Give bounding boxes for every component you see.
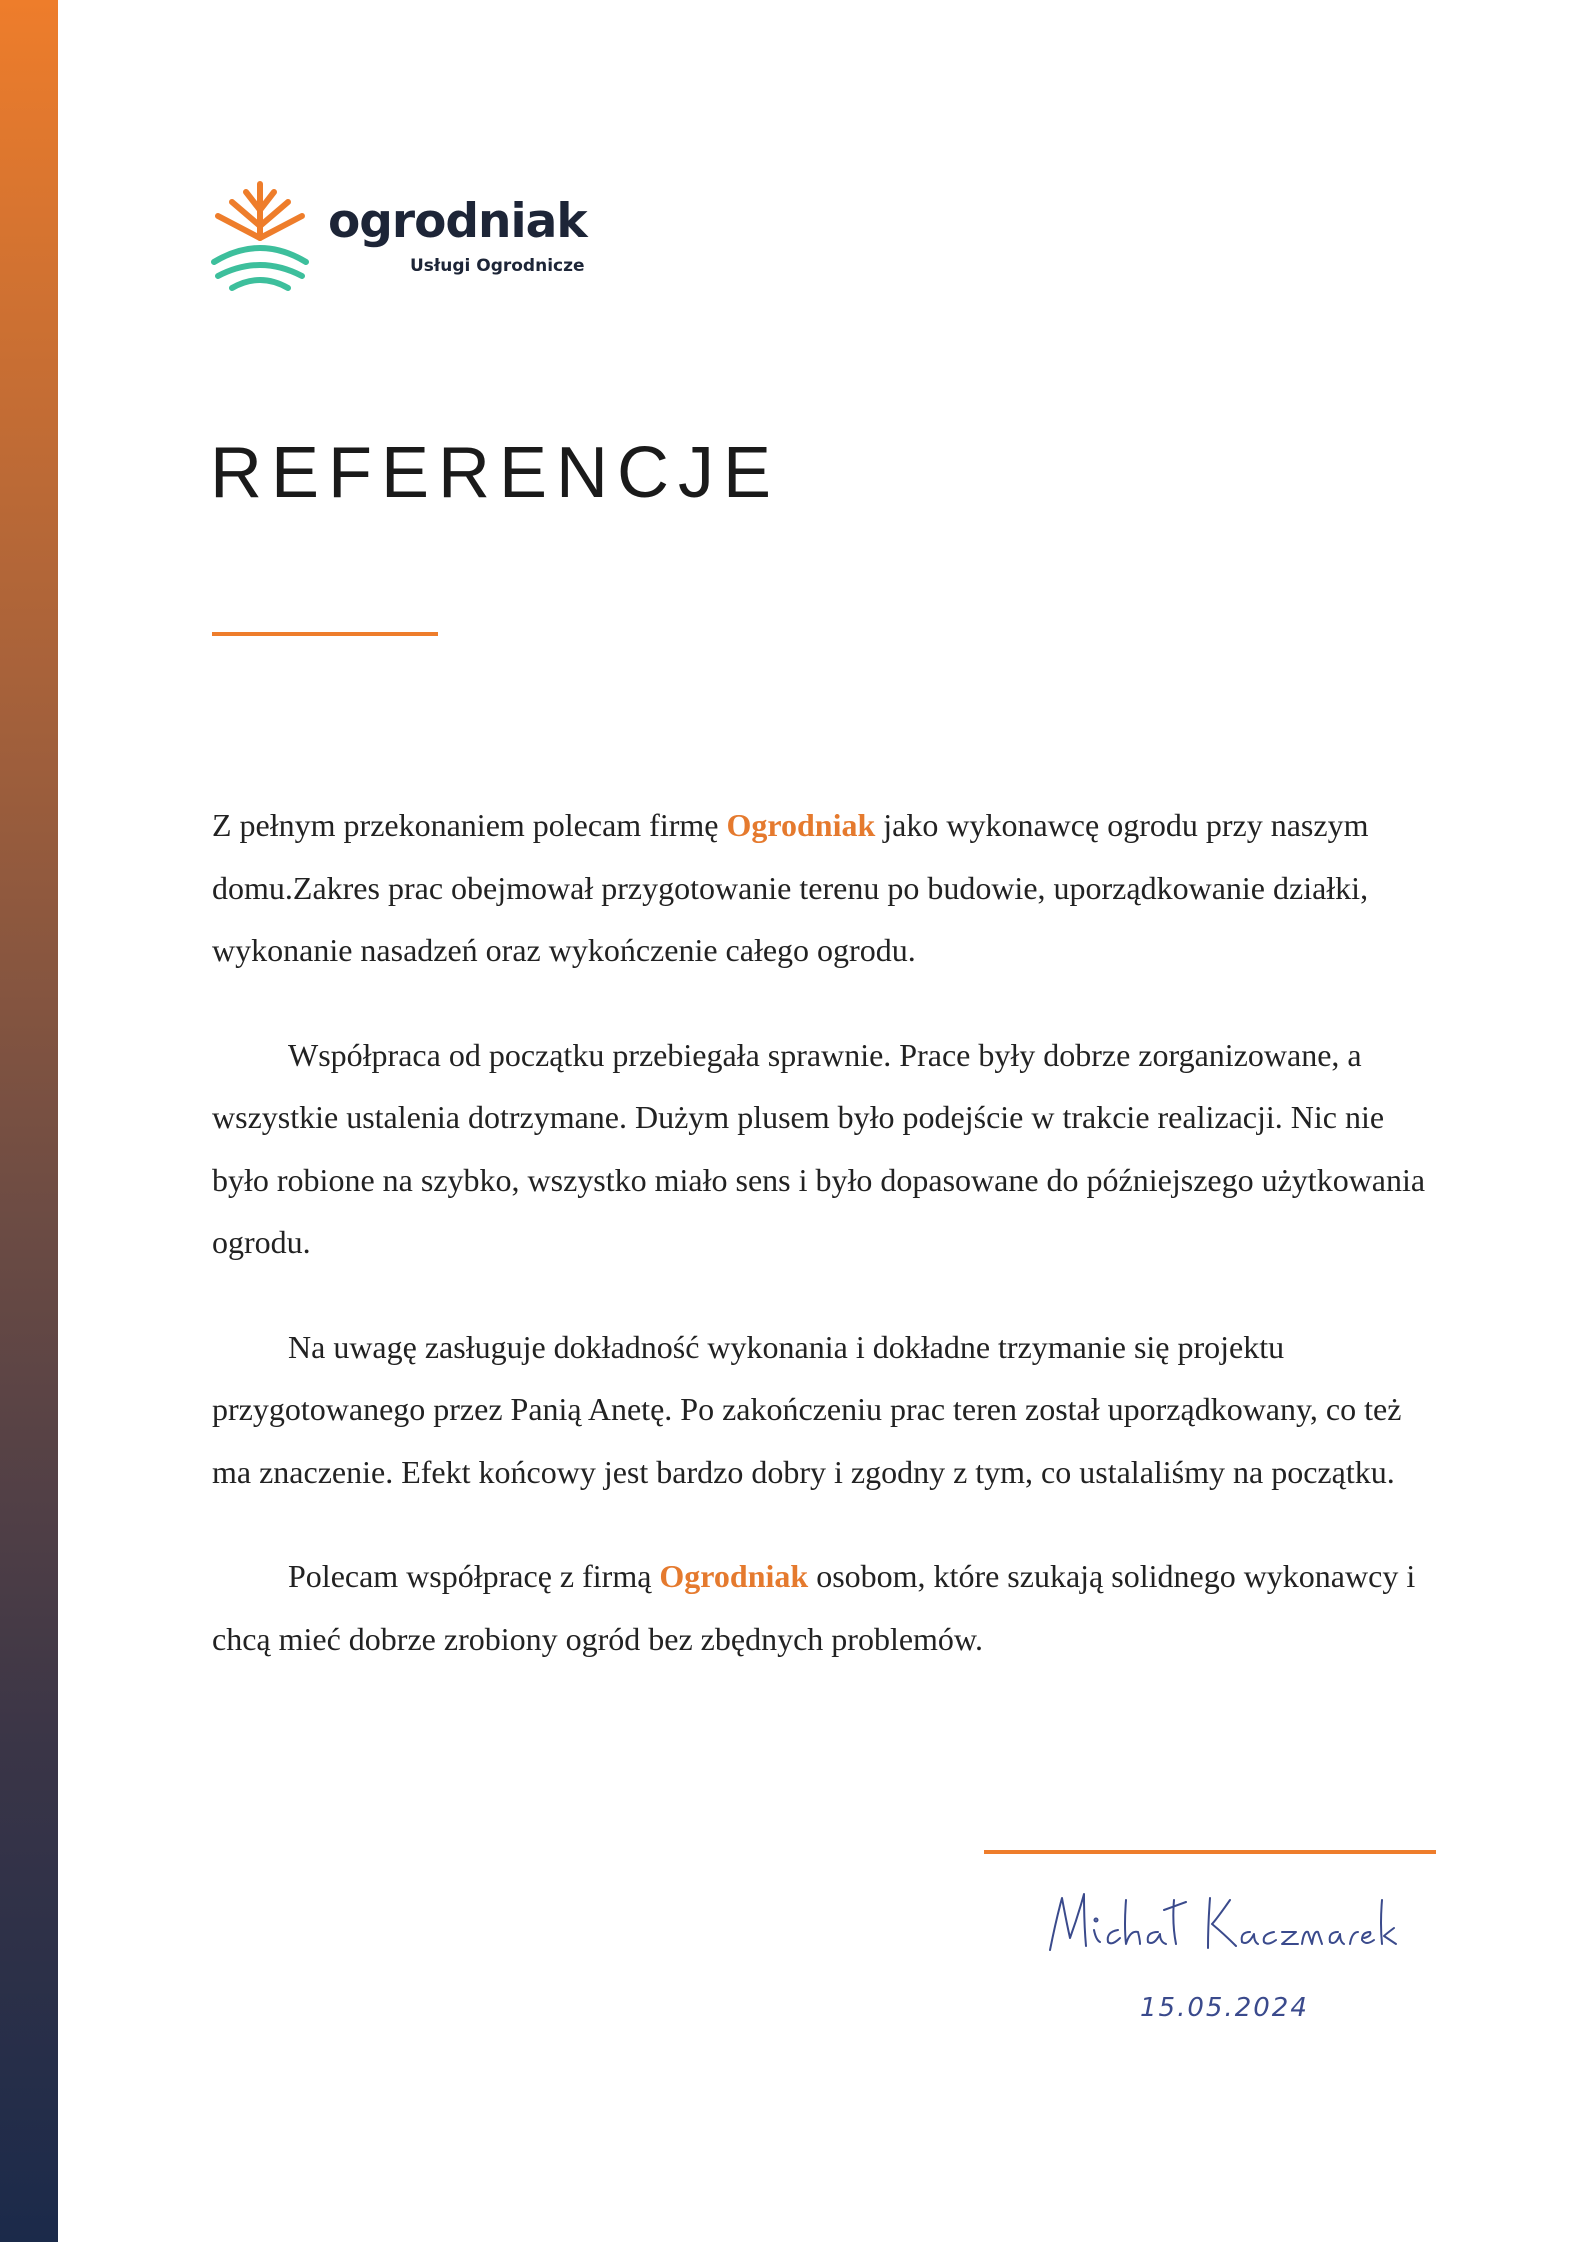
signature-date: 15.05.2024: [1140, 1993, 1309, 2023]
paragraph-1-start: Z pełnym przekonaniem polecam firmę: [212, 807, 727, 843]
paragraph-2: Współpraca od początku przebiegała sprawnie. Prace były dobrze zorganizowane, a wszystkie ustalenia dotrzymane. Dużym plusem było podejście w trakcie realizacji. Nic nie było robione na szybko, wszystko miało sens i było dopasowane do późniejszego użytkowania ogrodu.: [212, 1036, 1426, 1260]
page-title: REFERENCJE: [210, 433, 781, 513]
letter-body: [212, 794, 1448, 1712]
logo-name: ogrodniak: [328, 194, 587, 249]
paragraph-4-end: osobom, które szukają solidnego wykonawcy i chcą mieć dobrze zrobiony ogród bez zbędnych problemów.: [212, 1558, 1416, 1657]
paragraph-4-start: Polecam współpracę z firmą: [288, 1558, 660, 1594]
company-logo: [210, 180, 630, 300]
paragraph-4: [212, 1545, 1448, 1670]
brand-name: Ogrodniak: [726, 807, 876, 843]
handwritten-signature: [1040, 1880, 1400, 1960]
paragraph-3: Na uwagę zasługuje dokładność wykonania i dokładne trzymanie się projektu przygotowanego przez Panią Anetę. Po zakończeniu prac teren został uporządkowany, co też ma znaczenie. Efekt końcowy jest bardzo dobry i zgodny z tym, co ustalaliśmy na początku.: [212, 1328, 1402, 1490]
logo-tagline: Usługi Ogrodnicze: [410, 256, 585, 276]
title-underline: [212, 632, 438, 636]
signature-line: [984, 1850, 1436, 1854]
brand-name: Ogrodniak: [659, 1558, 809, 1594]
side-gradient-bar: [0, 0, 58, 2242]
paragraph-1: [212, 794, 1448, 982]
paragraph-1-end: jako wykonawcę ogrodu przy naszym domu.Zakres prac obejmował przygotowanie terenu po budowie, uporządkowanie działki, wykonanie nasadzeń oraz wykończenie całego ogrodu.: [212, 807, 1369, 968]
logo-plant-icon: [210, 180, 310, 300]
